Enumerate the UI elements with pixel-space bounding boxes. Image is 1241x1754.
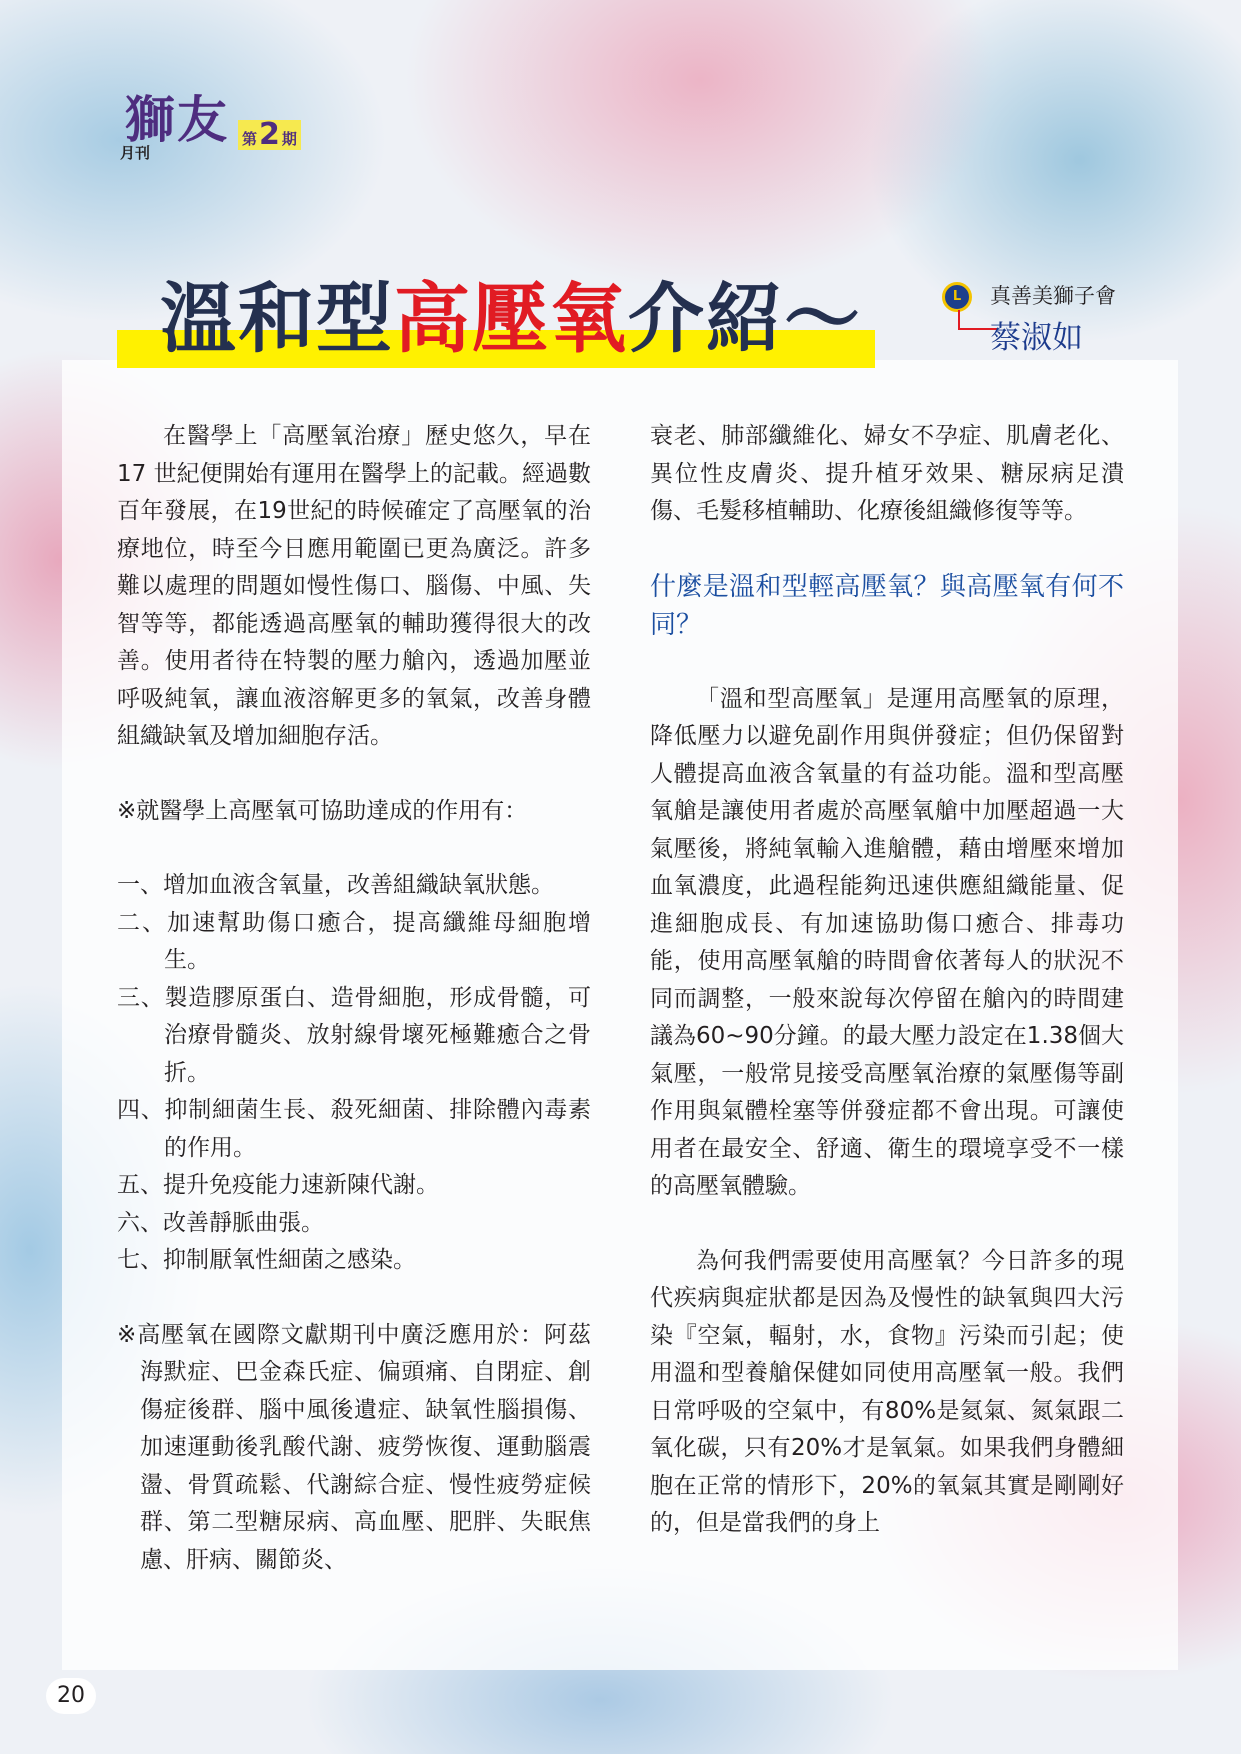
list-item: 一、增加血液含氧量，改善組織缺氧狀態。: [117, 872, 554, 898]
list-item: 五、提升免疫能力速新陳代謝。: [117, 1172, 439, 1198]
title-part-2: 高壓氧: [394, 274, 628, 363]
left-column: [117, 418, 591, 1579]
magazine-subtitle: 月刊: [120, 144, 151, 162]
list-item: 三、製造膠原蛋白、造骨細胞，形成骨髓，可治療骨髓炎、放射線骨壞死極難癒合之骨折。: [117, 984, 591, 1086]
intro-paragraph: 在醫學上「高壓氧治療」歷史悠久，早在 17 世紀便開始有運用在醫學上的記載。經過數百年發展，在19世紀的時候確定了高壓氧的治療地位，時至今日應用範圍已更為廣泛。許多難以處理的問題如慢性傷口、腦傷、中風、失智等等，都能透過高壓氧的輔助獲得很大的改善。使用者待在特製的壓力艙內，透過加壓並呼吸純氧，讓血液溶解更多的氧氣，改善身體組織缺氧及增加細胞存活。: [117, 423, 591, 749]
list-item: 七、抑制厭氧性細菌之感染。: [117, 1247, 416, 1273]
page-number: 20: [46, 1678, 96, 1714]
magazine-name: 獅友: [125, 90, 229, 149]
applications-paragraph: ※高壓氧在國際文獻期刊中廣泛應用於：阿茲海默症、巴金森氏症、偏頭痛、自閉症、創傷症後群、腦中風後遺症、缺氧性腦損傷、加速運動後乳酸代謝、疲勞恢復、運動腦震盪、骨質疏鬆、代謝綜合症、慢性疲勞症候群、第二型糖尿病、高血壓、肥胖、失眠焦慮、肝病、關節炎、: [117, 1321, 591, 1573]
title-part-1: 溫和型: [160, 274, 394, 363]
list-item: 二、加速幫助傷口癒合，提高纖維母細胞增生。: [117, 909, 591, 973]
masthead: [120, 80, 320, 160]
body-paragraph: 為何我們需要使用高壓氧？今日許多的現代疾病與症狀都是因為及慢性的缺氧與四大污染『空氣，輻射，水，食物』污染而引起；使用溫和型養艙保健如同使用高壓氧一般。我們日常呼吸的空氣中，有80%是氦氣、氮氣跟二氧化碳，只有20%才是氧氣。如果我們身體細胞在正常的情形下，20%的氧氣其實是剛剛好的，但是當我們的身上: [650, 1247, 1124, 1536]
lions-club-icon: L: [942, 282, 972, 312]
issue-number: 2: [259, 117, 280, 152]
list-item: 四、抑制細菌生長、殺死細菌、排除體內毒素的作用。: [117, 1097, 591, 1161]
issue-badge: [238, 117, 301, 152]
list-item: 六、改善靜脈曲張。: [117, 1209, 324, 1236]
right-column: [650, 418, 1124, 1543]
title-part-3: 介紹～: [628, 274, 862, 363]
issue-prefix: 第: [242, 130, 258, 148]
article-title: [160, 258, 862, 367]
body-paragraph: 「溫和型高壓氧」是運用高壓氧的原理，降低壓力以避免副作用與併發症；但仍保留對人體提高血液含氧量的有益功能。溫和型高壓氧艙是讓使用者處於高壓氧艙中加壓超過一大氣壓後，將純氧輸入進艙體，藉由增壓來增加血氧濃度，此過程能夠迅速供應組織能量、促進細胞成長、有加速協助傷口癒合、排毒功能，使用高壓氧艙的時間會依著每人的狀況不同而調整，一般來說每次停留在艙內的時間建議為60~90分鐘。的最大壓力設定在1.38個大氣壓，一般常見接受高壓氧治療的氣壓傷等副作用與氣體栓塞等併發症都不會出現。可讓使用者在最安全、舒適、衛生的環境享受不一樣的高壓氧體驗。: [650, 685, 1125, 1199]
list-heading: ※就醫學上高壓氧可協助達成的作用有：: [117, 797, 528, 824]
section-subheading: 什麼是溫和型輕高壓氧？與高壓氧有何不同？: [650, 571, 1124, 640]
issue-suffix: 期: [281, 130, 297, 148]
applications-continued: 衰老、肺部纖維化、婦女不孕症、肌膚老化、異位性皮膚炎、提升植牙效果、糖尿病足潰傷、毛髮移植輔助、化療後組織修復等等。: [650, 423, 1124, 524]
club-name: 真善美獅子會: [990, 284, 1116, 308]
author-name: 蔡淑如: [990, 320, 1083, 356]
